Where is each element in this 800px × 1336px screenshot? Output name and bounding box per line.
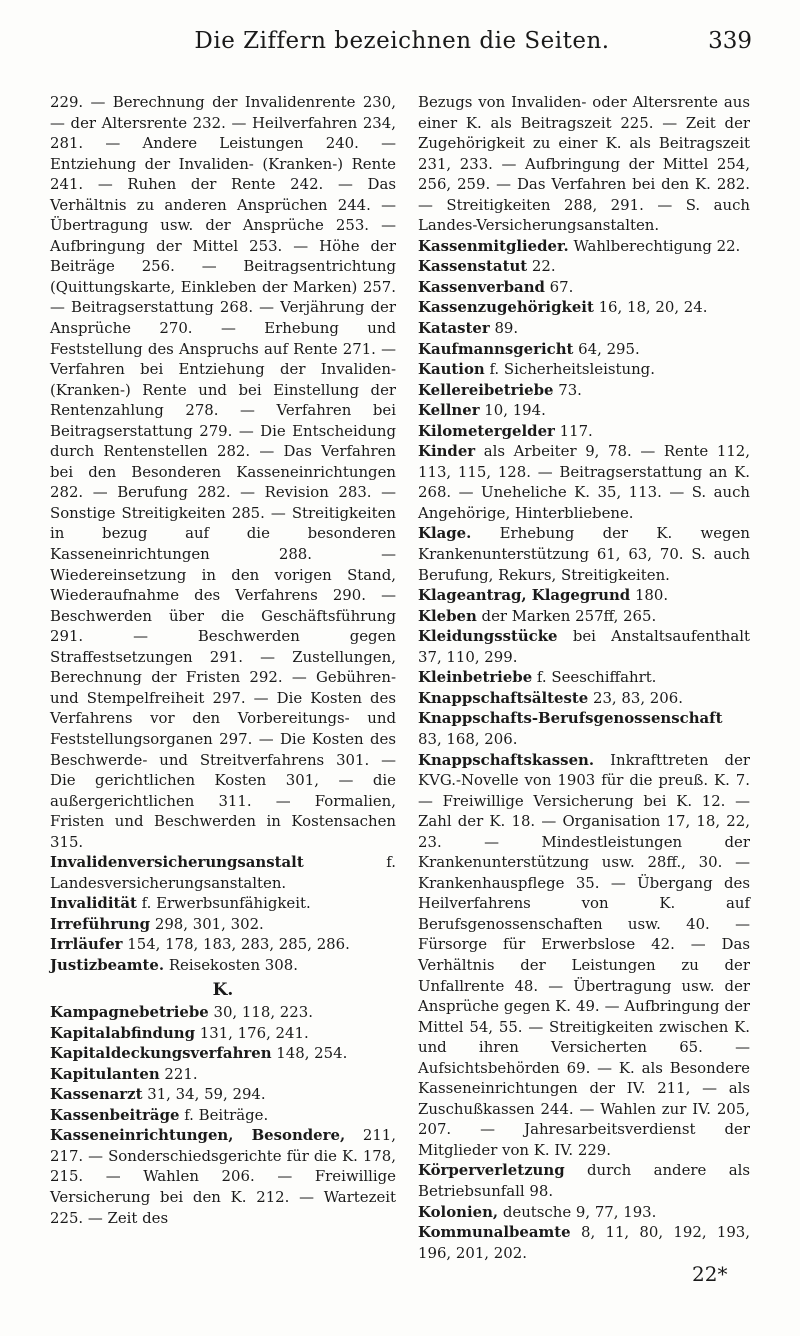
entry-text: Erhebung der K. wegen Krankenunterstützung 61, 63, 70. S. auch Berufung, Rekurs, Streitigkeiten. (418, 524, 750, 584)
entry-headword: Irrläufer (50, 935, 123, 954)
signature-mark: 22* (692, 1262, 728, 1286)
entry-headword: Knappschaftskassen. (418, 750, 595, 769)
entry-text: 154, 178, 183, 283, 285, 286. (127, 935, 350, 954)
index-entry (418, 297, 750, 318)
index-entry (50, 1023, 396, 1044)
entry-text: 10, 194. (484, 401, 546, 420)
entry-headword: Kapitaldeckungsverfahren (50, 1044, 272, 1063)
index-entry (50, 1064, 396, 1085)
entry-headword: Kassenbeiträge (50, 1105, 180, 1124)
entry-headword: Kapitalabfindung (50, 1023, 196, 1042)
index-entry (418, 1222, 750, 1263)
entry-text: 67. (549, 277, 574, 296)
index-entry (418, 380, 750, 401)
entry-headword: Körperverletzung (418, 1161, 565, 1180)
entry-text: f. Erwerbsunfähigkeit. (141, 894, 311, 913)
entry-text: 22. (531, 257, 556, 276)
index-entry (418, 1202, 750, 1223)
entry-text: f. Landesversicherungsanstalten. (50, 853, 396, 892)
index-entry (418, 1160, 750, 1201)
index-entry (418, 626, 750, 667)
entry-text: 148, 254. (276, 1044, 348, 1063)
entry-headword: Kleben (418, 606, 477, 625)
entry-headword: Kolonien, (418, 1202, 499, 1221)
page-number: 339 (708, 28, 752, 54)
entry-headword: Kleinbetriebe (418, 668, 533, 687)
index-entry (418, 750, 750, 1161)
entry-headword: Kataster (418, 319, 490, 338)
entry-text: deutsche 9, 77, 193. (502, 1202, 657, 1221)
index-entry (50, 1084, 396, 1105)
entry-headword: Kassenarzt (50, 1085, 143, 1104)
entry-headword: Kaution (418, 360, 485, 379)
entry-headword: Kilometergelder (418, 421, 555, 440)
index-entry (50, 92, 396, 852)
entry-headword: Kleidungsstücke (418, 627, 558, 646)
entry-text: 8, 11, 80, 192, 193, 196, 201, 202. (418, 1223, 751, 1262)
index-column-left (50, 92, 396, 1228)
entry-text: 64, 295. (578, 339, 640, 358)
entry-headword: Justizbeamte. (50, 955, 165, 974)
index-entry (418, 667, 750, 688)
entry-headword: Klageantrag, Klagegrund (418, 586, 631, 605)
entry-headword: Knappschaftsälteste (418, 688, 589, 707)
entry-headword: Irreführung (50, 914, 151, 933)
index-entry (418, 441, 750, 523)
entry-headword: Invalidität (50, 894, 137, 913)
entry-text: 30, 118, 223. (213, 1003, 313, 1022)
entry-text: 31, 34, 59, 294. (147, 1085, 266, 1104)
index-entry (418, 421, 750, 442)
entry-text: 211, 217. — Sonderschiedsgerichte für die K. 178, 215. — Wahlen 206. — Freiwillige Versicherung bei den K. 212. — Wartezeit 225. — Zeit des (50, 1126, 396, 1227)
index-entry (50, 955, 396, 976)
entry-text: 89. (494, 319, 519, 338)
entry-text: 83, 168, 206. (418, 729, 518, 748)
section-letter: K. (212, 979, 234, 1000)
index-entry (418, 92, 750, 236)
index-entry (50, 852, 396, 893)
entry-text: Reisekosten 308. (168, 955, 298, 974)
index-entry (418, 277, 750, 298)
entry-text: durch andere als Betriebsunfall 98. (418, 1161, 750, 1200)
entry-text: 23, 83, 206. (592, 688, 683, 707)
entry-headword: Kaufmannsgericht (418, 339, 574, 358)
entry-headword: Kampagnebetriebe (50, 1003, 209, 1022)
entry-text: bei Anstaltsaufenthalt 37, 110, 299. (418, 627, 750, 666)
entry-headword: Kellner (418, 401, 480, 420)
index-entry (418, 688, 750, 709)
entry-headword: Kassenstatut (418, 257, 528, 276)
header-title: Die Ziffern bezeichnen die Seiten. (194, 28, 610, 54)
entry-text: der Marken 257ff, 265. (481, 606, 657, 625)
index-entry (50, 1125, 396, 1228)
index-entry (50, 1105, 396, 1126)
index-entry (418, 400, 750, 421)
index-entry (50, 1043, 396, 1064)
index-entry (418, 256, 750, 277)
entry-headword: Kapitulanten (50, 1064, 160, 1083)
entry-text: f. Beiträge. (184, 1105, 269, 1124)
entry-text: 117. (559, 421, 593, 440)
entry-text: 16, 18, 20, 24. (598, 298, 708, 317)
entry-text: Bezugs von Invaliden- oder Altersrente aus einer K. als Beitragszeit 225. — Zeit der Zugehörigkeit zu einer K. als Beitragszeit 231, 233. — Aufbringung der Mittel 254, 256, 259. — Das Verfahren bei den K. 282. — Streitigkeiten 288, 291. — S. auch Landes-Versicherungsanstalten. (418, 93, 750, 235)
entry-headword: Knappschafts-Berufsgenossenschaft (418, 709, 723, 728)
index-entry (418, 585, 750, 606)
entry-text: 229. — Berechnung der Invalidenrente 230, — der Altersrente 232. — Heilverfahren 234, 281. — Andere Leistungen 240. — Entziehung der Invaliden- (Kranken-) Rente 241. — Ruhen der Rente 242. — Das Verhältnis zu anderen Ansprüchen 244. — Übertragung usw. der Ansprüche 253. — Aufbringung der Mittel 253. — Höhe der Beiträge 256. — Beitragsentrichtung (Quittungskarte, Einkleben der Marken) 257. — Beitragserstattung 268. — Verjährung der Ansprüche 270. — Erhebung und Feststellung des Anspruchs auf Rente 271. — Verfahren bei Entziehung der Invaliden- (Kranken-) Rente und bei Einstellung der Rentenzahlung 278. — Verfahren bei Beitragserstattung 279. — Die Entscheidung durch Rentenstellen 282. — Das Verfahren bei den Besonderen Kasseneinrichtungen 282. — Berufung 282. — Revision 283. — Sonstige Streitigkeiten 285. — Streitigkeiten in bezug auf die besonderen Kasseneinrichtungen 288. — Wiedereinsetzung in den vorigen Stand, Wiederaufnahme des Verfahrens 290. — Beschwerden über die Geschäftsführung 291. — Beschwerden gegen Straffestsetzungen 291. — Zustellungen, Berechnung der Fristen 292. — Gebühren- und Stempelfreiheit 297. — Die Kosten des Verfahrens vor den Vorbereitungs- und Feststellungsorganen 297. — Die Kosten des Beschwerde- und Streitverfahrens 301. — Die gerichtlichen Kosten 301, — die außergerichtlichen 311. — Formalien, Fristen und Beschwerden in Kostensachen 315. (50, 93, 396, 851)
index-entry (50, 1002, 396, 1023)
entry-headword: Kommunalbeamte (418, 1223, 571, 1242)
index-entry (418, 318, 750, 339)
running-head (52, 28, 752, 58)
index-entry (418, 359, 750, 380)
entry-text: Inkrafttreten der KVG.-Novelle von 1903 für die preuß. K. 7. — Freiwillige Versicherung bei K. 12. — Zahl der K. 18. — Organisation 17, 18, 22, 23. — Mindestleistungen der Krankenunterstützung usw. 28ff., 30. — Krankenhauspflege 35. — Übergang des Heilverfahrens von K. auf Berufsgenossenschaften usw. 40. — Fürsorge für Erwerbslose 42. — Das Verhältnis der Leistungen zu der Unfallrente 48. — Übertragung usw. der Ansprüche gegen K. 49. — Aufbringung der Mittel 54, 55. — Streitigkeiten zwischen K. und ihren Versicherten 65. — Aufsichtsbehörden 69. — K. als Besondere Kasseneinrichtungen der IV. 211, — als Zuschußkassen 244. — Wahlen zur IV. 205, 207. — Jahresarbeitsverdienst der Mitglieder von K. IV. 229. (418, 750, 750, 1159)
index-entry (50, 914, 396, 935)
index-entry (418, 236, 750, 257)
index-entry (418, 523, 750, 585)
entry-text: f. Sicherheitsleistung. (489, 360, 655, 379)
entry-headword: Kassenzugehörigkeit (418, 298, 594, 317)
entry-text: 131, 176, 241. (199, 1023, 309, 1042)
entry-text: 180. (634, 586, 669, 605)
entry-text: 73. (558, 380, 582, 399)
entry-text: als Arbeiter 9, 78. — Rente 112, 113, 115, 128. — Beitragserstattung an K. 268. — Uneheliche K. 35, 113. — S. auch Angehörige, Hinterbliebene. (418, 442, 751, 522)
entry-text: Wahlberechtigung 22. (573, 236, 741, 255)
entry-headword: Invalidenversicherungsanstalt (50, 853, 304, 872)
entry-headword: Kassenverband (418, 277, 545, 296)
entry-text: f. Seeschiffahrt. (536, 668, 657, 687)
entry-headword: Kinder (418, 442, 476, 461)
index-entry (418, 708, 750, 749)
entry-headword: Klage. (418, 524, 472, 543)
index-entry (418, 339, 750, 360)
entry-text: 298, 301, 302. (154, 914, 264, 933)
index-column-right (418, 92, 750, 1263)
index-entry (50, 934, 396, 955)
index-entry (418, 606, 750, 627)
index-entry (50, 893, 396, 914)
entry-headword: Kassenmitglieder. (418, 236, 569, 255)
entry-headword: Kasseneinrichtungen, Besondere, (50, 1126, 346, 1145)
entry-text: 221. (164, 1064, 198, 1083)
entry-headword: Kellereibetriebe (418, 380, 554, 399)
